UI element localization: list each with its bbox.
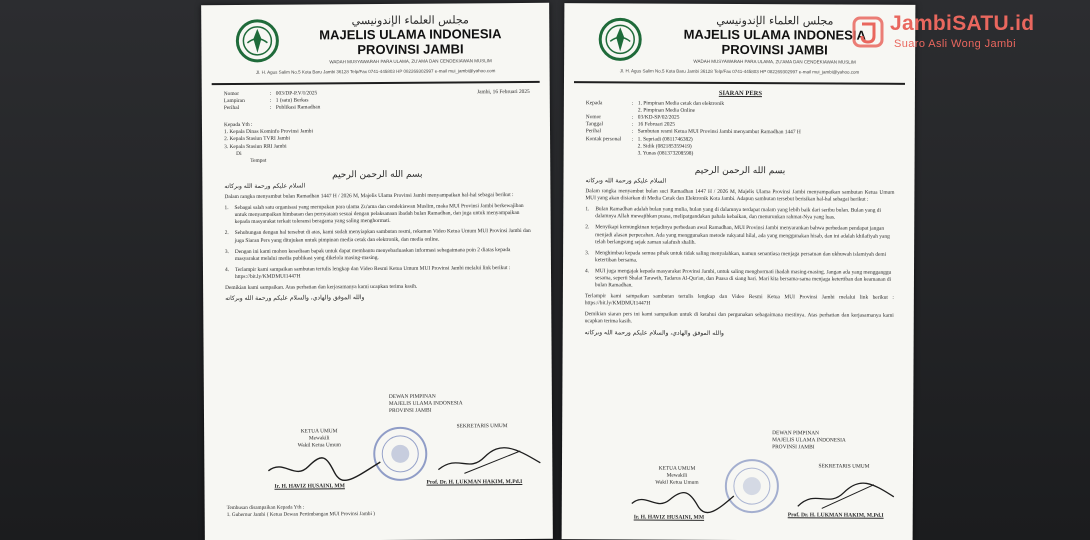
secretary-name: Prof. Dr. H. LUKMAN HAKIM, M.Pd.I [426, 478, 523, 486]
secretary-signature-icon [794, 478, 898, 513]
meta-row: Nomor : 03/KD-SP/02/2025 [585, 114, 680, 121]
intro-paragraph: Dalam rangka menyambut bulan suci Ramadhan 1447 H / 2026 M, Majelis Ulama Provinsi Jambi menyampaikan sambutan Ketua Umum MUI yang akan disiarkan di Media Cetak dan Elektronik Kota Jambi. Adapun sambutan tersebut berisikan hal-hal sebagai berikut : [585, 188, 895, 203]
list-item: 4. MUI juga mengajak kepada masyarakat Provinsi Jambi, untuk saling menghormati ibadah masing-masing. Jangan ada yang mengganggu sesama, seperti Shalat Tarawih, Tadarus Al-Qur'an, dan Puasa di siang hari. Mari kita bersama-sama menjaga ketertiban dan keamanan di bulan Ramadhan. [584, 268, 892, 289]
meta-row: 2. Sidik (082185359419) [637, 143, 692, 150]
board-block: DEWAN PIMPINAN MAJELIS ULAMA INDONESIA PROVINSI JAMBI [772, 430, 846, 451]
meta-row: Kepada : 1. Pimpinan Media cetak dan elektronik [585, 100, 725, 108]
meta-row: 3. Yunas (081373208598) [637, 150, 694, 157]
org-province: PROVINSI JAMBI [721, 41, 828, 58]
recipient: 1. Kepala Dinas Kominfo Provinsi Jambi [224, 128, 313, 136]
attachment-paragraph: Terlampir kami sampaikan sambutan tertulis lengkap dan Video Resmi Ketua MUI Provinsi Jambi melalui link berikut : https://bit.ly/KMDMUI1447H [584, 293, 894, 307]
chair-signature-icon [264, 452, 384, 483]
recipient: 3. Kepala Stasiun RRI Jambi [224, 143, 287, 150]
basmalah: بسم الله الرحمن الرحيم [694, 165, 786, 177]
meta-row: Perihal : Publikasi Ramadhan [223, 104, 321, 112]
org-arabic-title: مجلس العلماء الإندونيسي [351, 13, 469, 28]
meta-row: Nomor : 003/DP-P.V/I/2025 [223, 90, 318, 98]
secretary-name: Prof. Dr. H. LUKMAN HAKIM, M.Pd.I [787, 512, 884, 519]
closing-paragraph: Demikian kami sampaikan. Atas perhatian dan kerjasamanya kami ucapkan terima kasih. [225, 283, 418, 292]
list-item: 1. Bulan Ramadhan adalah bulan yang mulia, bulan yang di dalamnya terdapat malam yang lebih baik dari seribu bulan. Bulan yang di dalamnya Allah mewajibkan puasa, melipatgandakan pahala kebaikan, dan menurunkan rahmat-Nya yang luas. [585, 206, 881, 221]
jambisatu-watermark [850, 12, 1090, 54]
org-arabic-title: مجلس العلماء الإندونيسي [716, 13, 834, 28]
meta-row: 2. Pimpinan Media Online [637, 107, 696, 114]
wassalam: والله الموفق والهادي، والسلام عليكم ورحمة الله وبركاته [584, 328, 724, 337]
org-tagline: WADAH MUSYAWARAH PARA ULAMA, ZU'AMA DAN CENDEKIAWAN MUSLIM [329, 58, 492, 65]
list-item: 2. Menyikapi kemungkinan terjadinya perbedaan awal Ramadhan, MUI Provinsi Jambi menyarankan bahwa perbedaan pendapat jangan menjadi alasan perpecahan. Ada yang menggunakan metode rukyatul hilal, ada yang menggunakan hisab, dan ini adalah khilafiyah yang telah berlangsung sejak zaman salafush shalih. [585, 224, 890, 246]
meta-row: Perihal : Sambutan resmi Ketua MUI Provinsi Jambi menyambut Ramadhan 1447 H [585, 128, 801, 136]
jambisatu-logo-icon [850, 14, 886, 50]
meta-row: Lampiran : 1 (satu) Berkas [223, 97, 309, 105]
org-name: MAJELIS ULAMA INDONESIA [683, 26, 866, 43]
chair-name: Ir. H. HAVIZ HUSAINI, MM [274, 483, 345, 490]
chair-signature-icon [628, 487, 738, 514]
salutation: Kepada Yth : [223, 122, 253, 129]
board-block: DEWAN PIMPINAN MAJELIS ULAMA INDONESIA PROVINSI JAMBI [388, 393, 463, 414]
intro-paragraph: Dalam rangka menyambut bulan Ramadhan 1447 H / 2026 M, Majelis Ulama Provinsi Jambi menyampaikan hal-hal sebagai berikut : [224, 192, 514, 201]
chair-name: Ir. H. HAVIZ HUSAINI, MM [633, 514, 705, 521]
recipient-di: Di [236, 150, 242, 157]
org-province: PROVINSI JAMBI [357, 41, 464, 58]
watermark-brand: JambiSATU.id [890, 12, 1035, 35]
list-item: 3. Menghimbau kepada semua pihak untuk tidak saling menyalahkan, namun senantiasa menjaga persatuan dan ukhuwah islamiyah demi ketertiban bersama. [585, 249, 887, 264]
closing-paragraph: Demikian siaran pers ini kami sampaikan untuk di ketahui dan pergunakan sebagaimana mestinya. Atas perhatian dan kerjasamanya kami ucapkan terima kasih. [584, 311, 894, 325]
press-release-body [585, 89, 895, 337]
meta-row: Kontak personal : 1. Sepriadi (0811746382) [585, 135, 693, 143]
list-item: 3. Dengan ini kami mohon kesediaan bapak untuk dapat membantu menyebarluaskan informasi sebagaimana poin 2 diatas kepada masyarakat melalui media publikasi yang dikelola masing-masing. [224, 246, 511, 262]
wassalam: والله الموفق والهادي، والسلام عليكم ورحمة الله وبركاته [225, 294, 365, 303]
recipient: 2. Kepala Stasiun TVRI Jambi [224, 136, 291, 143]
chair-title-block: KETUA UMUM Mewakili Wakil Ketua Umum [655, 465, 699, 486]
secretary-signature-icon [434, 443, 544, 478]
chair-title-block: KETUA UMUM Mewakili Wakil Ketua Umum [297, 428, 341, 449]
secretary-title: SEKRETARIS UMUM [818, 463, 870, 470]
salam: السلام عليكم ورحمة الله وبركاته [224, 182, 306, 191]
org-name: MAJELIS ULAMA INDONESIA [319, 26, 502, 43]
recipients-block [224, 120, 530, 165]
recipient-tempat: Tempat [250, 157, 267, 164]
meta-row: Tanggal : 16 Februari 2025 [585, 121, 675, 129]
press-release-heading: SIARAN PERS [718, 89, 763, 98]
org-address: Jl. H. Agus Salim No.5 Kota Baru Jambi 36128 Telp/Fax 0741-445803 HP 082269302997 e-mail mui_jambi@yahoo.com [255, 68, 496, 75]
org-address: Jl. H. Agus Salim No.5 Kota Baru Jambi 36128 Telp/Fax 0741-445803 HP 082269302997 e-mail mui_jambi@yahoo.com [619, 68, 860, 75]
secretary-title: SEKRETARIS UMUM [456, 423, 508, 430]
mui-logo-icon [235, 19, 279, 63]
list-item: 4. Terlampir kami sampaikan sambutan tertulis lengkap dan Video Resmi Ketua Umum MUI Provinsi Jambi melalui link berikut : https://bit.ly/KMDMUI1447H [224, 264, 511, 280]
letter-right [562, 3, 916, 540]
letter-body [224, 89, 531, 302]
basmalah: بسم الله الرحمن الرحيم [332, 169, 423, 181]
org-tagline: WADAH MUSYAWARAH PARA ULAMA, ZU'AMA DAN CENDEKIAWAN MUSLIM [693, 58, 856, 65]
letterhead [211, 11, 539, 85]
list-item: 2. Sehubungan dengan hal tersebut di atas, kami sudah menyiapkan sambutan resmi, rekaman Video Ketua Umum MUI Provinsi Jambi dan juga Siaran Pers yang ditujukan untuk pimpinan media cetak dan elektronik, dan media online. [224, 228, 531, 244]
letter-left [201, 3, 553, 540]
salam: السلام عليكم ورحمة الله وبركاته [585, 177, 667, 185]
cc-block: Tembusan disampaikan Kepada Yth : 1. Gubernur Jambi ( Ketua Dewan Pertimbangan MUI Provinsi Jambi ) [226, 504, 375, 519]
letter-date: Jambi, 16 Februari 2025 [477, 88, 530, 96]
list-item: 1. Sebagai salah satu organisasi yang merupakan para ulama Zu'ama dan cendekiawan Muslim, maka MUI Provinsi Jambi berkewajiban untuk menyampaikan himbauan dan pernyataan sesuai dengan pelaksanaan ibadah bulan Ramadhan, dan juga untuk menyampaikan kepada masyarakat terkait toleransi beragama yang saling menghormati. [224, 203, 524, 226]
watermark-tagline: Suaro Asli Wong Jambi [894, 38, 1016, 50]
mui-logo-icon [598, 17, 642, 61]
